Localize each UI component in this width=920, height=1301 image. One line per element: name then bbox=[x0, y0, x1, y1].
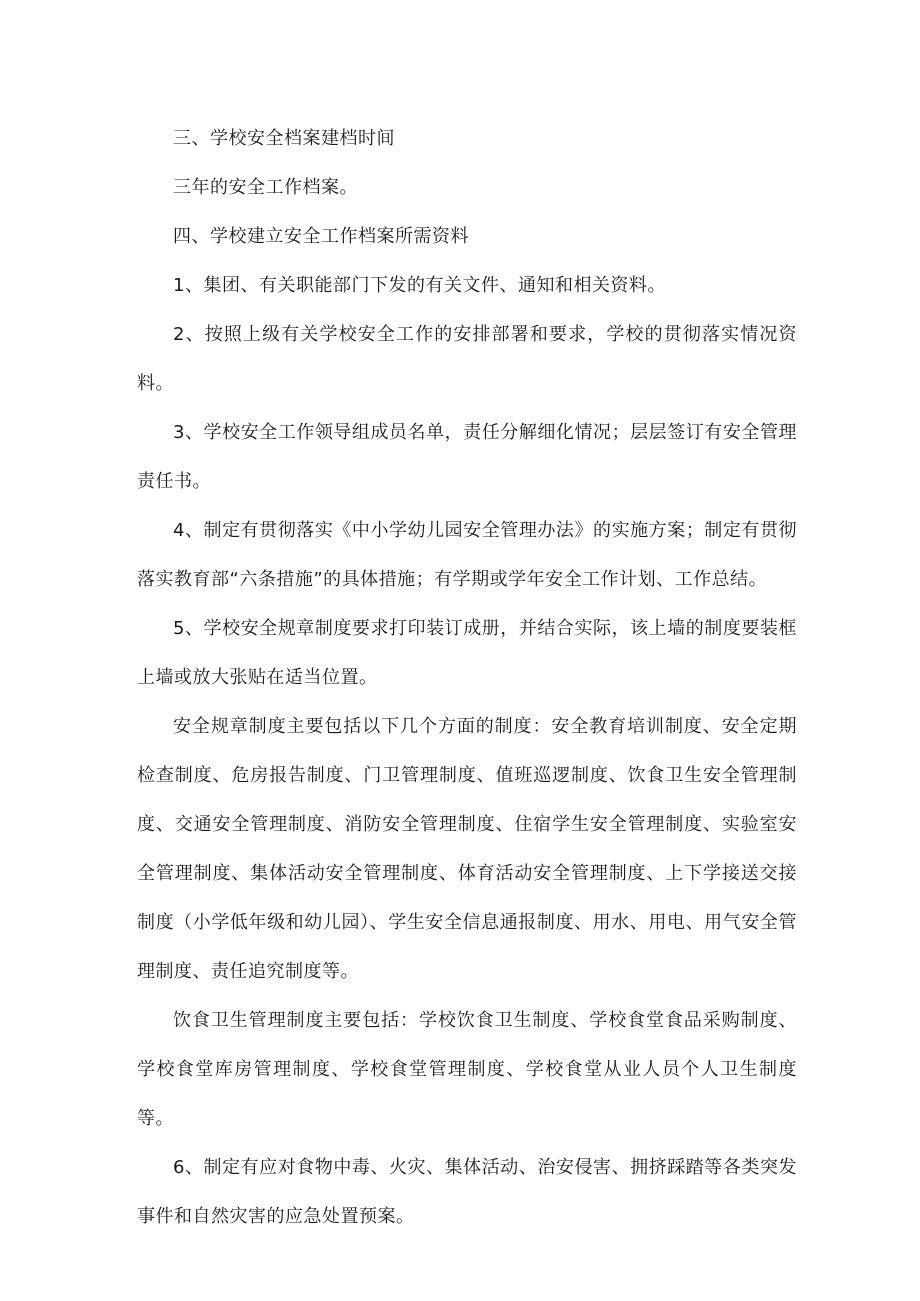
list-item-3: 3、学校安全工作领导组成员名单，责任分解细化情况；层层签订有安全管理责任书。 bbox=[137, 422, 797, 492]
list-item-1: 1、集团、有关职能部门下发的有关文件、通知和相关资料。 bbox=[173, 275, 666, 296]
paragraph: 三年的安全工作档案。 bbox=[173, 177, 358, 198]
list-item-2: 2、按照上级有关学校安全工作的安排部署和要求，学校的贯彻落实情况资料。 bbox=[137, 324, 797, 394]
list-item-5: 5、学校安全规章制度要求打印装订成册，并结合实际，该上墙的制度要装框上墙或放大张贴在适当位置。 bbox=[137, 618, 797, 688]
list-item-4: 4、制定有贯彻落实《中小学幼儿园安全管理办法》的实施方案；制定有贯彻落实教育部“六条措施”的具体措施；有学期或学年安全工作计划、工作总结。 bbox=[137, 520, 797, 590]
paragraph-food-hygiene: 饮食卫生管理制度主要包括：学校饮食卫生制度、学校食堂食品采购制度、学校食堂库房管理制度、学校食堂管理制度、学校食堂从业人员个人卫生制度等。 bbox=[137, 1010, 797, 1129]
list-item-6: 6、制定有应对食物中毒、火灾、集体活动、治安侵害、拥挤踩踏等各类突发事件和自然灾害的应急处置预案。 bbox=[137, 1157, 797, 1227]
document-body bbox=[137, 114, 797, 1241]
section-heading-3: 三、学校安全档案建档时间 bbox=[173, 128, 395, 149]
paragraph-safety-rules: 安全规章制度主要包括以下几个方面的制度：安全教育培训制度、安全定期检查制度、危房报告制度、门卫管理制度、值班巡逻制度、饮食卫生安全管理制度、交通安全管理制度、消防安全管理制度、住宿学生安全管理制度、实验室安全管理制度、集体活动安全管理制度、体育活动安全管理制度、上下学接送交接制度（小学低年级和幼儿园）、学生安全信息通报制度、用水、用电、用气安全管理制度、责任追究制度等。 bbox=[137, 716, 797, 982]
section-heading-4: 四、学校建立安全工作档案所需资料 bbox=[173, 226, 469, 247]
